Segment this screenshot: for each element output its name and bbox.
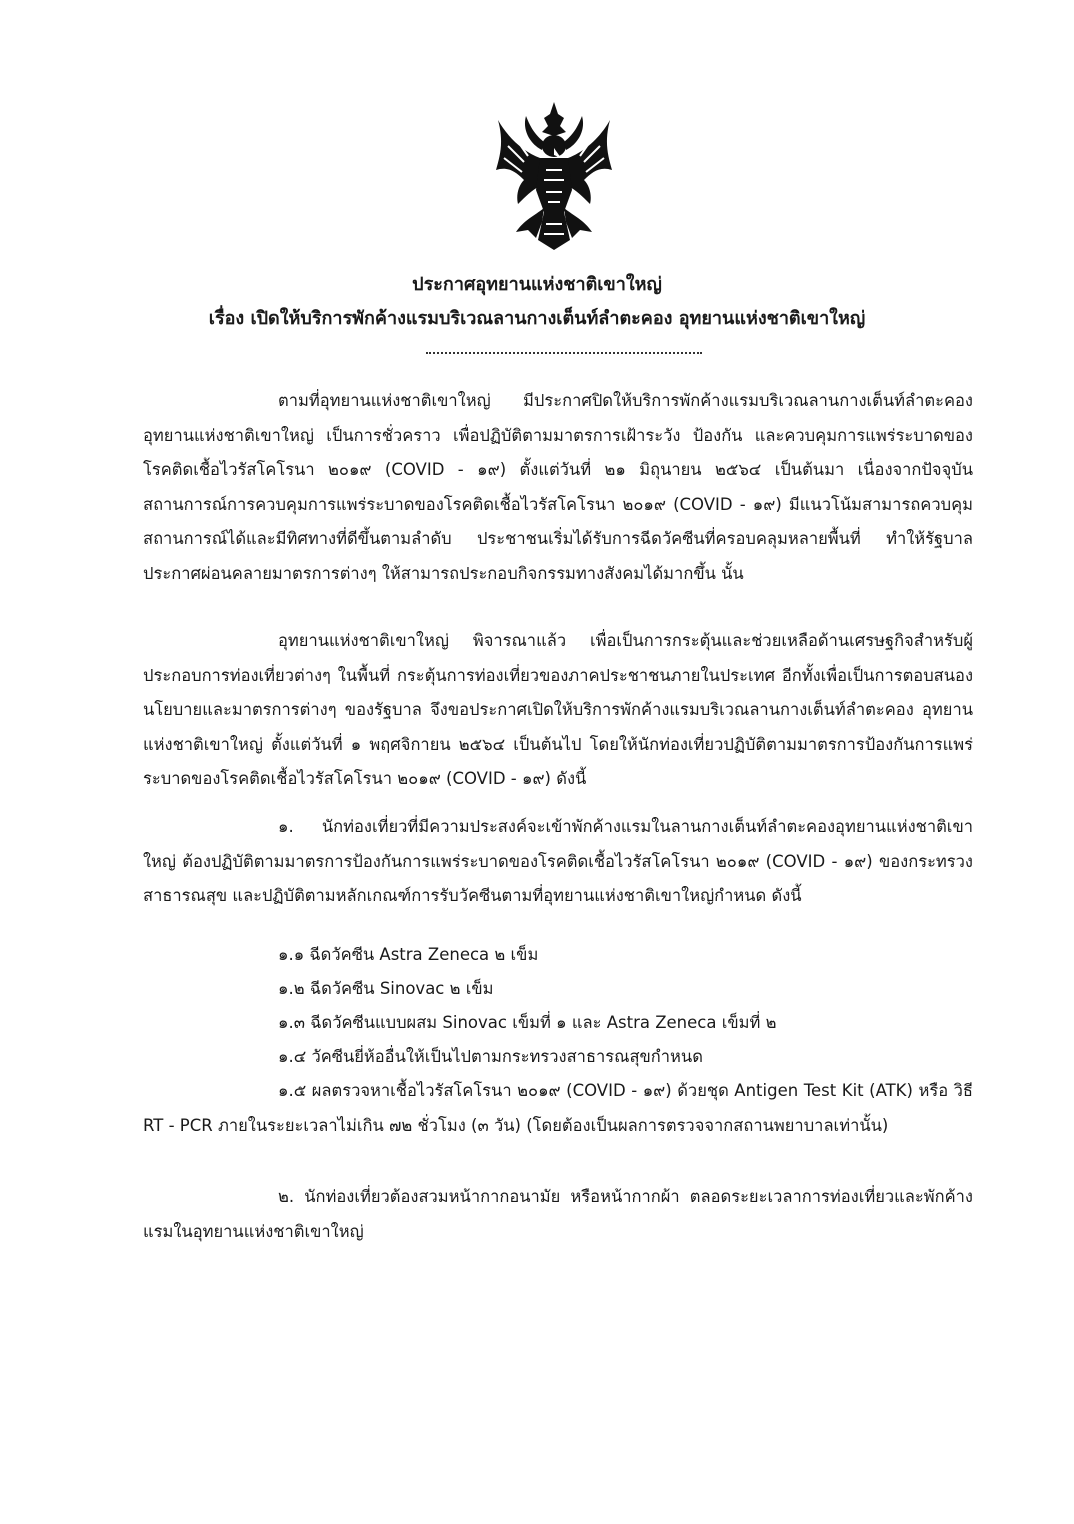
sub-item-1-1: ๑.๑ ฉีดวัคซีน Astra Zeneca ๒ เข็ม <box>278 945 539 964</box>
sub-item-1-3: ๑.๓ ฉีดวัคซีนแบบผสม Sinovac เข็มที่ ๑ และ Astra Zeneca เข็มที่ ๒ <box>278 1013 777 1032</box>
sub-item-1-4: ๑.๔ วัคซีนยี่ห้ออื่นให้เป็นไปตามกระทรวงสาธารณสุขกำหนด <box>278 1047 703 1066</box>
paragraph-background: ตามที่อุทยานแห่งชาติเขาใหญ่ มีประกาศปิดให้บริการพักค้างแรมบริเวณลานกางเต็นท์ลำตะคอง อุทยานแห่งชาติเขาใหญ่ เป็นการชั่วคราว เพื่อปฏิบัติตามมาตรการเฝ้าระวัง ป้องกัน และควบคุมการแพร่ระบาดของโรคติดเชื้อไวรัสโคโรนา ๒๐๑๙ (COVID - ๑๙) ตั้งแต่วันที่ ๒๑ มิถุนายน ๒๕๖๔ เป็นต้นมา เนื่องจากปัจจุบันสถานการณ์การควบคุมการแพร่ระบาดของโรคติดเชื้อไวรัสโคโรนา ๒๐๑๙ (COVID - ๑๙) มีแนวโน้มสามารถควบคุมสถานการณ์ได้และมีทิศทางที่ดีขึ้นตามลำดับ ประชาชนเริ่มได้รับการฉีดวัคซีนที่ครอบคลุมหลายพื้นที่ ทำให้รัฐบาลประกาศผ่อนคลายมาตรการต่างๆ ให้สามารถประกอบกิจกรรมทางสังคมได้มากขึ้น นั้น <box>143 391 973 583</box>
sub-item-1-2: ๑.๒ ฉีดวัคซีน Sinovac ๒ เข็ม <box>278 979 494 998</box>
paragraph-decision: อุทยานแห่งชาติเขาใหญ่ พิจารณาแล้ว เพื่อเป็นการกระตุ้นและช่วยเหลือด้านเศรษฐกิจสำหรับผู้ประกอบการท่องเที่ยวต่างๆ ในพื้นที่ กระตุ้นการท่องเที่ยวของภาคประชาชนภายในประเทศ อีกทั้งเพื่อเป็นการตอบสนองนโยบายและมาตรการต่างๆ ของรัฐบาล จึงขอประกาศเปิดให้บริการพักค้างแรมบริเวณลานกางเต็นท์ลำตะคอง อุทยานแห่งชาติเขาใหญ่ ตั้งแต่วันที่ ๑ พฤศจิกายน ๒๕๖๔ เป็นต้นไป โดยให้นักท่องเที่ยวปฏิบัติตามมาตรการป้องกันการแพร่ระบาดของโรคติดเชื้อไวรัสโคโรนา ๒๐๑๙ (COVID - ๑๙) ดังนี้ <box>143 631 973 788</box>
announcement-title: ประกาศอุทยานแห่งชาติเขาใหญ่ <box>412 274 662 295</box>
measure-item-1: ๑. นักท่องเที่ยวที่มีความประสงค์จะเข้าพักค้างแรมในลานกางเต็นท์ลำตะคองอุทยานแห่งชาติเขาใหญ่ ต้องปฏิบัติตามมาตรการป้องกันการแพร่ระบาดของโรคติดเชื้อไวรัสโคโรนา ๒๐๑๙ (COVID - ๑๙) ของกระทรวงสาธารณสุข และปฏิบัติตามหลักเกณฑ์การรับวัคซีนตามที่อุทยานแห่งชาติเขาใหญ่กำหนด ดังนี้ <box>143 817 973 905</box>
sub-item-1-5: ๑.๕ ผลตรวจหาเชื้อไวรัสโคโรนา ๒๐๑๙ (COVID - ๑๙) ด้วยชุด Antigen Test Kit (ATK) หรือ วิธี RT - PCR ภายในระยะเวลาไม่เกิน ๗๒ ชั่วโมง (๓ วัน) (โดยต้องเป็นผลการตรวจจากสถานพยาบาลเท่านั้น) <box>143 1081 973 1135</box>
measure-item-2: ๒. นักท่องเที่ยวต้องสวมหน้ากากอนามัย หรือหน้ากากผ้า ตลอดระยะเวลาการท่องเที่ยวและพักค้างแรมในอุทยานแห่งชาติเขาใหญ่ <box>143 1187 973 1241</box>
announcement-subject: เรื่อง เปิดให้บริการพักค้างแรมบริเวณลานกางเต็นท์ลำตะคอง อุทยานแห่งชาติเขาใหญ่ <box>208 308 866 329</box>
title-divider <box>426 352 702 354</box>
garuda-emblem <box>494 100 614 252</box>
